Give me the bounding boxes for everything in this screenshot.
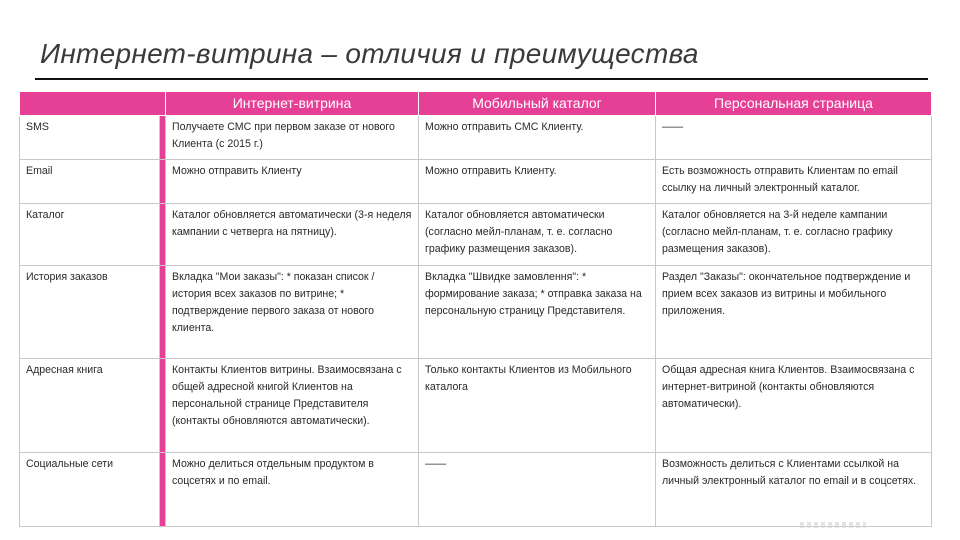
table-cell: Вкладка "Мои заказы": * показан список / история всех заказов по витрине; * подтверждение первого заказа от нового клиента. [166,266,419,359]
table-cell: Можно делиться отдельным продуктом в соцсетях и по email. [166,453,419,527]
slide-title: Интернет-витрина – отличия и преимущества [40,38,699,69]
table-cell: Можно отправить Клиенту. [419,160,656,204]
table-row [20,116,932,160]
column-header-storefront: Интернет-витрина [166,92,419,116]
row-label-social-networks: Социальные сети [20,453,160,527]
table-cell: Есть возможность отправить Клиентам по email ссылку на личный электронный каталог. [656,160,932,204]
table-cell: Вкладка "Швидке замовлення": * формирование заказа; * отправка заказа на персональную страницу Представителя. [419,266,656,359]
table-cell: Каталог обновляется автоматически (согласно мейл-планам, т. е. согласно графику размещения заказов). [419,204,656,266]
column-header-mobile-catalog: Мобильный каталог [419,92,656,116]
row-label-address-book: Адресная книга [20,359,160,453]
table-cell: Общая адресная книга Клиентов. Взаимосвязана с интернет-витриной (контакты обновляются автоматически). [656,359,932,453]
table-cell: Только контакты Клиентов из Мобильного каталога [419,359,656,453]
table-row [20,453,932,527]
table-cell: —— [656,116,932,160]
table-cell: Каталог обновляется на 3-й неделе кампании (согласно мейл-планам, т. е. согласно графику размещения заказов). [656,204,932,266]
table-cell: Можно отправить СМС Клиенту. [419,116,656,160]
column-header-personal-page: Персональная страница [656,92,932,116]
table-row [20,359,932,453]
table-row [20,266,932,359]
table-cell: Каталог обновляется автоматически (3-я неделя кампании с четверга на пятницу). [166,204,419,266]
footer-watermark [800,522,866,528]
table-cell: Раздел "Заказы": окончательное подтверждение и прием всех заказов из витрины и мобильного приложения. [656,266,932,359]
table-row [20,204,932,266]
table-cell: Можно отправить Клиенту [166,160,419,204]
header-corner-cell [20,92,166,116]
table-header-row [20,92,932,116]
row-label-email: Email [20,160,160,204]
table-cell: Контакты Клиентов витрины. Взаимосвязана с общей адресной книгой Клиентов на персональной странице Представителя (контакты обновляются автоматически). [166,359,419,453]
table-cell: Возможность делиться с Клиентами ссылкой на личный электронный каталог по email и в соцсетях. [656,453,932,527]
table-row [20,160,932,204]
row-label-catalog: Каталог [20,204,160,266]
table-cell: Получаете СМС при первом заказе от нового Клиента (с 2015 г.) [166,116,419,160]
row-label-sms: SMS [20,116,160,160]
title-underline [35,78,928,80]
comparison-table [19,91,932,527]
table-cell: —— [419,453,656,527]
row-label-order-history: История заказов [20,266,160,359]
